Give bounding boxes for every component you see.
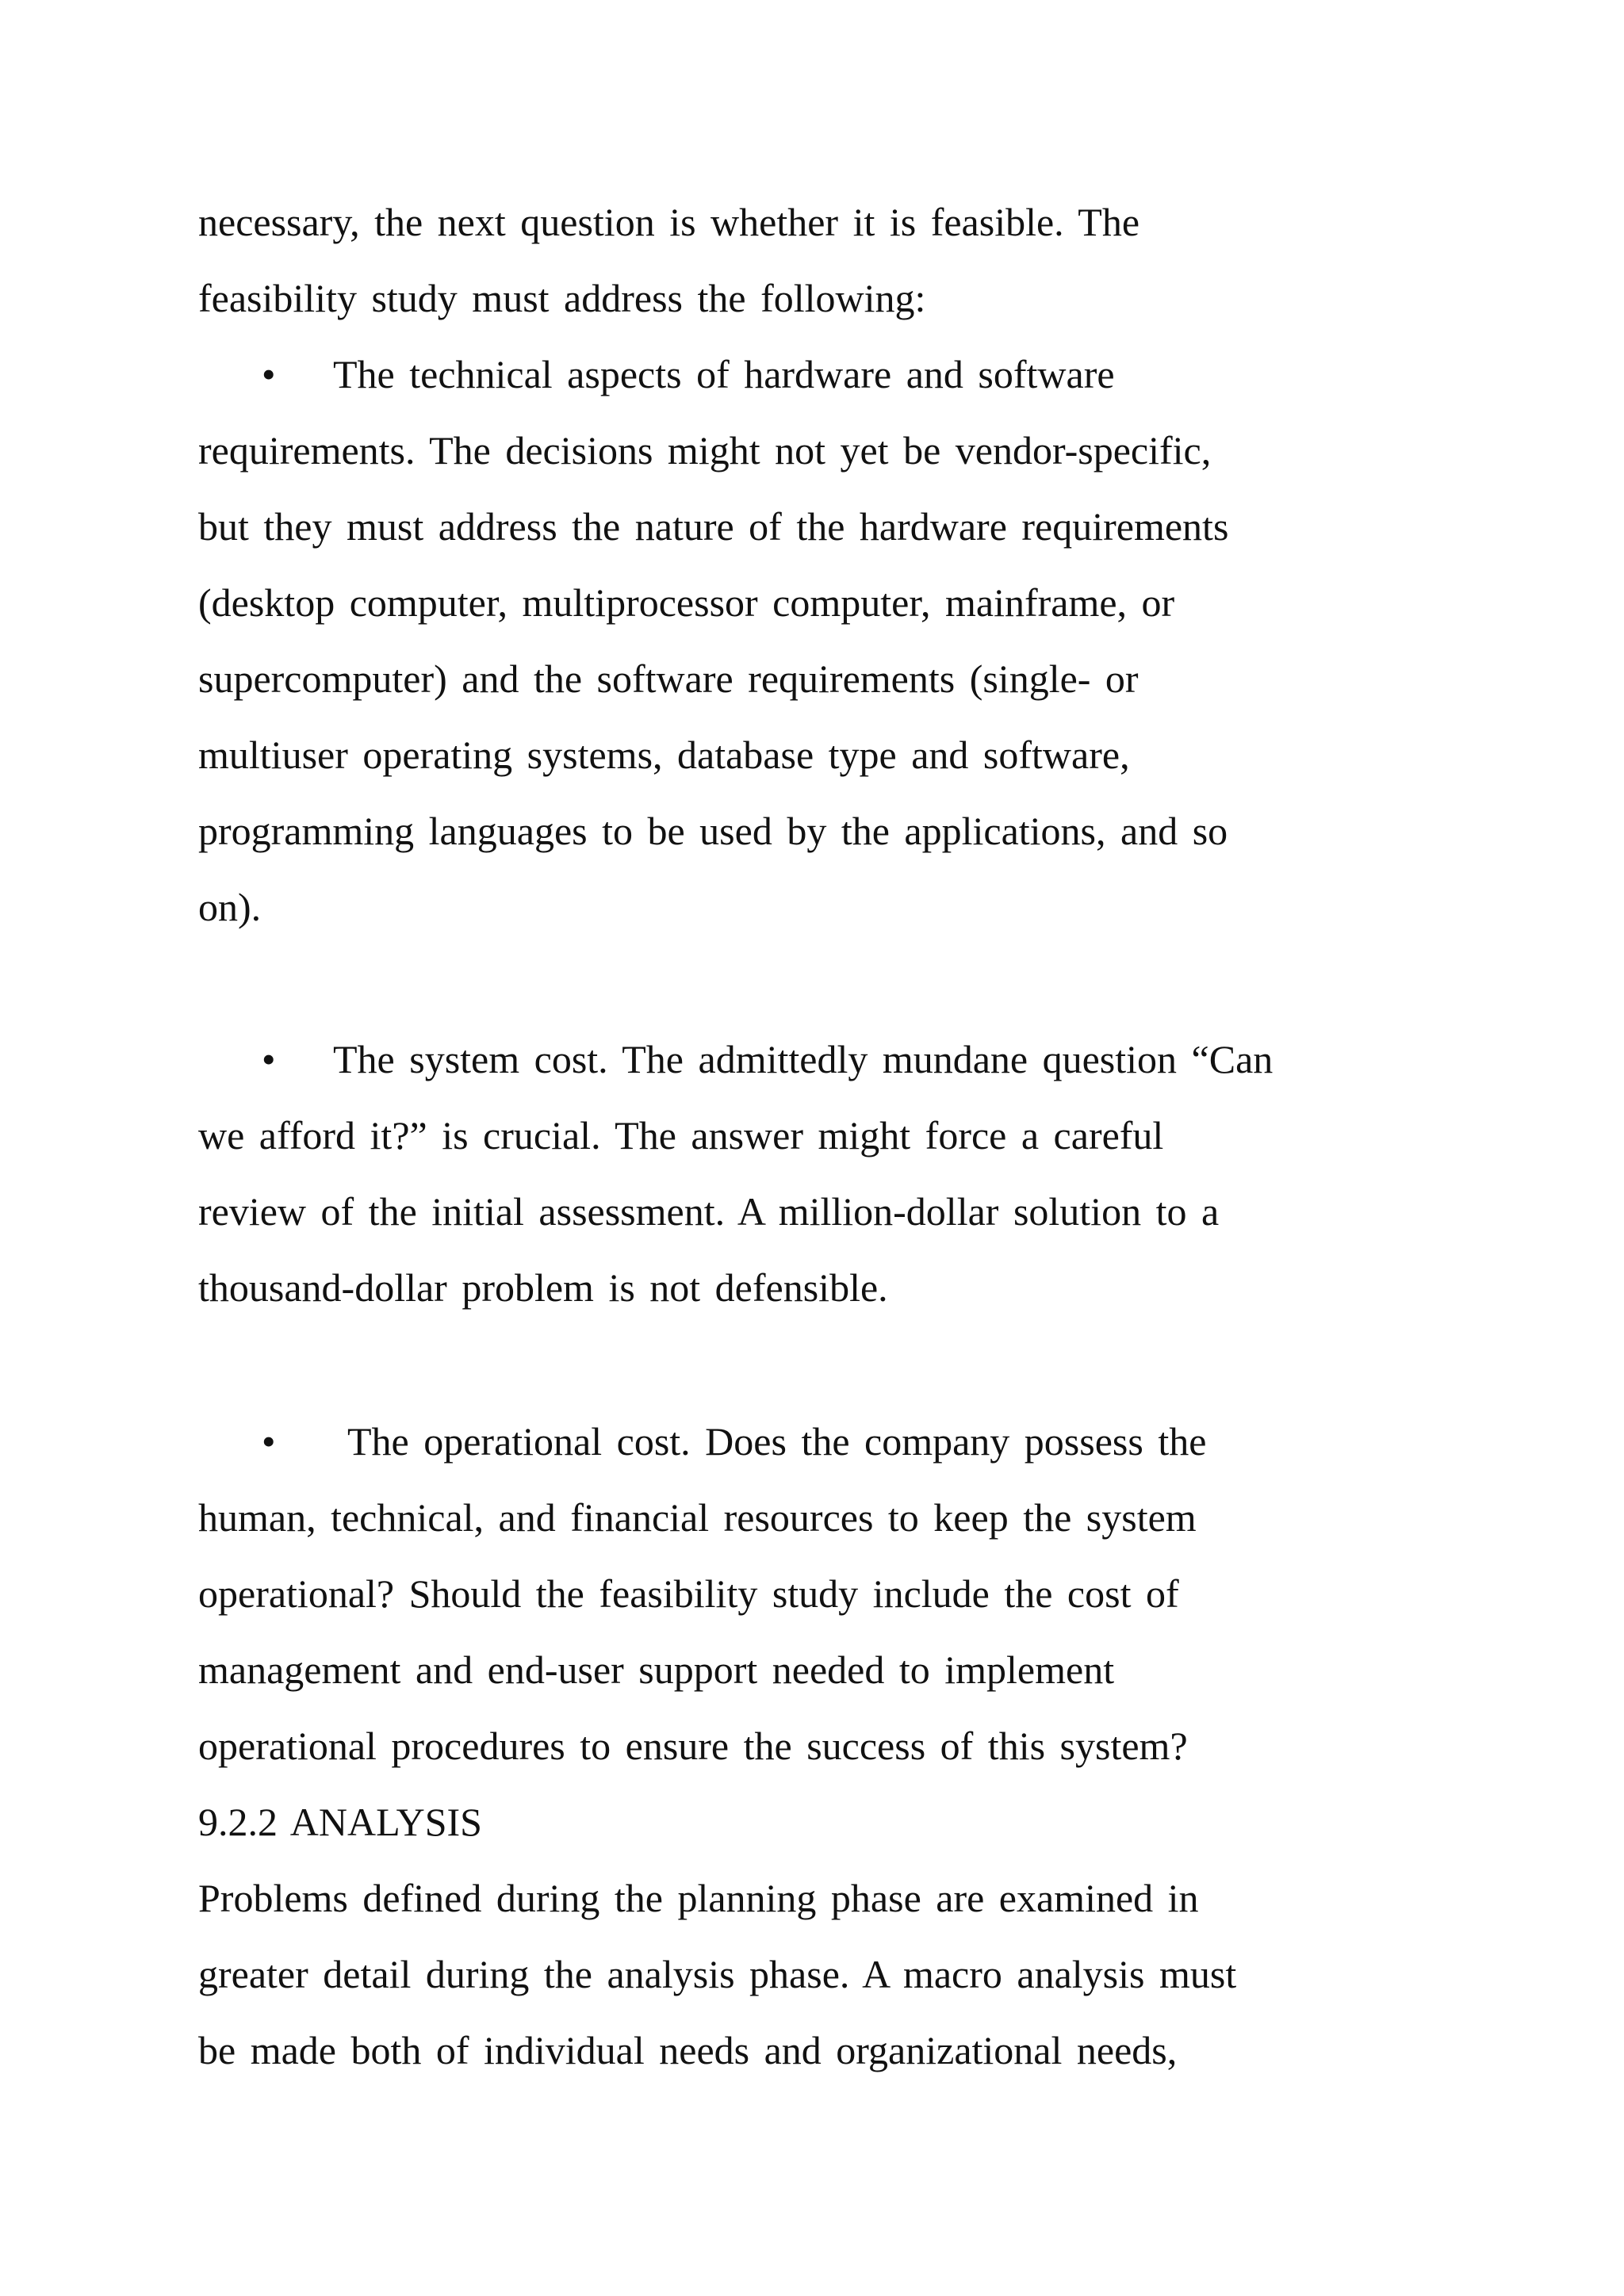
bullet-3-line: operational procedures to ensure the success of this system? xyxy=(198,1724,1188,1768)
bullet-1-line: supercomputer) and the software requirements (single- or xyxy=(198,656,1139,701)
bullet-3-first-line xyxy=(262,1418,1206,1465)
bullet-3-text: The operational cost. Does the company possess the xyxy=(347,1419,1207,1464)
bullet-1-marker: • xyxy=(262,352,276,396)
analysis-line-1: Problems defined during the planning phase are examined in xyxy=(198,1876,1199,1920)
bullet-1-line: on). xyxy=(198,885,262,929)
bullet-1-line: (desktop computer, multiprocessor computer, mainframe, or xyxy=(198,580,1175,625)
bullet-2-marker: • xyxy=(262,1037,276,1081)
bullet-2-line: review of the initial assessment. A million-dollar solution to a xyxy=(198,1189,1220,1234)
analysis-line-2: greater detail during the analysis phase. A macro analysis must xyxy=(198,1952,1237,1996)
bullet-1-line: multiuser operating systems, database type and software, xyxy=(198,733,1130,777)
bullet-2-first-line xyxy=(262,1035,1273,1083)
bullet-3-marker: • xyxy=(262,1419,276,1464)
bullet-2-text: The system cost. The admittedly mundane question “Can xyxy=(333,1037,1274,1081)
bullet-3-line: operational? Should the feasibility study include the cost of xyxy=(198,1571,1179,1616)
bullet-3-line: management and end-user support needed to implement xyxy=(198,1647,1115,1692)
bullet-1-text: The technical aspects of hardware and software xyxy=(333,352,1115,396)
section-heading: 9.2.2 ANALYSIS xyxy=(198,1800,482,1844)
analysis-line-3: be made both of individual needs and organizational needs, xyxy=(198,2028,1178,2072)
bullet-2-line: thousand-dollar problem is not defensible. xyxy=(198,1265,888,1310)
bullet-3-line: human, technical, and financial resources to keep the system xyxy=(198,1495,1197,1540)
bullet-1-first-line xyxy=(262,350,1115,398)
bullet-1-line: programming languages to be used by the applications, and so xyxy=(198,809,1228,853)
bullet-2-line: we afford it?” is crucial. The answer might force a careful xyxy=(198,1113,1164,1158)
bullet-1-line: but they must address the nature of the hardware requirements xyxy=(198,504,1229,549)
intro-line-1: necessary, the next question is whether it is feasible. The xyxy=(198,200,1140,244)
intro-line-2: feasibility study must address the following: xyxy=(198,276,926,320)
bullet-1-line: requirements. The decisions might not yet be vendor-specific, xyxy=(198,428,1212,473)
